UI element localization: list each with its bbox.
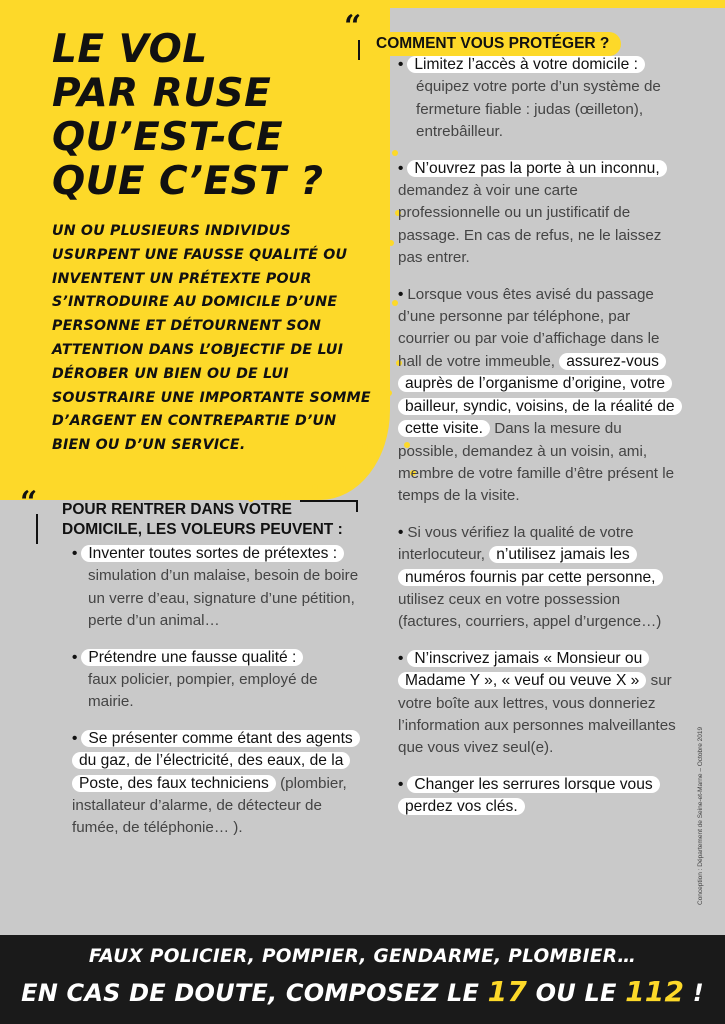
bullet-text: utilisez ceux en votre possession (factures, courriers, appel d’urgence…) — [398, 590, 662, 631]
list-item: • Lorsque vous êtes avisé du passage d’une personne par téléphone, par courrier ou par voie d’affichage dans le hall de votre immeuble, assurez-vous auprès de l’organisme d’origine, votre bailleur, syndic, voisins, de la réalité de cette visite. Dans la mesure du possible, demandez à un voisin, ami, membre de votre famille d’être présent le temps de la visite. — [398, 284, 683, 508]
title-line: LE VOL — [52, 27, 208, 72]
quote-mark-icon: “ — [20, 485, 38, 520]
bullet-highlight: N’inscrivez jamais « Monsieur ou Madame Y », « veuf ou veuve X » — [398, 650, 649, 689]
title-line: PAR RUSE — [52, 71, 272, 116]
bullet-text: faux policier, pompier, employé de mairie. — [88, 671, 318, 711]
protect-list — [398, 54, 683, 833]
bullet-highlight: Se présenter comme étant des agents du gaz, de l’électricité, des eaux, de la Poste, des faux techniciens — [72, 730, 360, 792]
list-item: • N’ouvrez pas la porte à un inconnu, demandez à voir une carte professionnelle ou un justificatif de passage. En cas de refus, ne le laissez pas entrer. — [398, 158, 683, 270]
list-item: • Se présenter comme étant des agents du gaz, de l’électricité, des eaux, de la Poste, des faux techniciens (plombier, installateur d’alarme, de détecteur de fumée, de téléphonie… ). — [72, 728, 362, 840]
bullet-highlight: assurez-vous auprès de l’organisme d’origine, votre bailleur, syndic, voisins, de la réalité de cette visite. — [398, 353, 682, 437]
bullet-text: sur votre boîte aux lettres, vous donneriez l’information aux personnes malveillantes que vous vivez seul(e). — [398, 672, 676, 757]
footer-line-1: FAUX POLICIER, POMPIER, GENDARME, PLOMBIER… — [88, 946, 637, 967]
footer-text: OU LE — [535, 979, 617, 1007]
bullet-text: simulation d’un malaise, besoin de boire un verre d’eau, signature d’une pétition, perte d’un animal… — [88, 567, 359, 630]
list-item: • Changer les serrures lorsque vous perdez vos clés. — [398, 774, 683, 819]
bullet-pre-text: Si vous vérifiez la qualité de votre interlocuteur, — [398, 523, 634, 564]
quote-mark-icon: “ — [344, 9, 362, 44]
enter-header: POUR RENTRER DANS VOTRE DOMICILE, LES VOLEURS PEUVENT : — [62, 501, 343, 538]
footer-line-2 — [0, 975, 725, 1008]
emergency-number-17: 17 — [487, 975, 528, 1008]
title-line: QU’EST-CE — [52, 115, 284, 160]
bullet-highlight: Changer les serrures lorsque vous perdez vos clés. — [398, 776, 660, 815]
footer-text: EN CAS DE DOUTE, COMPOSEZ LE — [21, 979, 480, 1007]
definition-text: UN OU PLUSIEURS INDIVIDUS USURPENT UNE FAUSSE QUALITÉ OU INVENTENT UN PRÉTEXTE POUR S’INTRODUIRE AU DOMICILE D’UNE PERSONNE ET DÉTOURNENT SON ATTENTION DANS L’OBJECTIF DE LUI DÉROBER UN BIEN OU DE LUI SOUSTRAIRE UNE IMPORTANTE SOMME D’ARGENT EN CONTREPARTIE D’UN BIEN OU D’UN SERVICE. — [52, 223, 371, 454]
bullet-text: demandez à voir une carte professionnelle ou un justificatif de passage. En cas de refus, ne le laissez pas entrer. — [398, 182, 662, 267]
emergency-number-112: 112 — [625, 975, 685, 1008]
bracket-line — [358, 40, 372, 60]
bullet-highlight: N’ouvrez pas la porte à un inconnu, — [407, 160, 666, 177]
footer-banner — [0, 935, 725, 1024]
bullet-highlight: Inventer toutes sortes de prétextes : — [81, 545, 344, 562]
bullet-text: (plombier, installateur d’alarme, de détecteur de fumée, de téléphonie… ). — [72, 774, 347, 837]
bullet-text: équipez votre porte d’un système de fermeture fiable : judas (œilleton), entrebâilleur. — [416, 78, 661, 141]
bullet-highlight: Limitez l’accès à votre domicile : — [407, 56, 645, 73]
bullet-highlight: Prétendre une fausse qualité : — [81, 649, 303, 666]
footer-text: ! — [692, 979, 704, 1007]
list-item: • Inventer toutes sortes de prétextes : simulation d’un malaise, besoin de boire un verre d’eau, signature d’une pétition, perte d’un animal… — [72, 543, 362, 633]
list-item: • N’inscrivez jamais « Monsieur ou Madame Y », « veuf ou veuve X » sur votre boîte aux lettres, vous donneriez l’information aux personnes malveillantes que vous vivez seul(e). — [398, 649, 676, 757]
main-title — [52, 28, 372, 204]
bullet-highlight: n’utilisez jamais les numéros fournis par cette personne, — [398, 546, 663, 585]
list-item: • Si vous vérifiez la qualité de votre interlocuteur, n’utilisez jamais les numéros fournis par cette personne, utilisez ceux en votre possession (factures, courriers, appel d’urgence…) — [398, 523, 662, 631]
enter-list — [72, 543, 362, 854]
list-item: • Limitez l’accès à votre domicile : équipez votre porte d’un système de fermeture fiable : judas (œilleton), entrebâilleur. — [398, 54, 683, 144]
bracket-line — [36, 514, 50, 544]
bullet-text: Dans la mesure du possible, demandez à un voisin, ami, membre de votre famille d’être présent le temps de la visite. — [398, 420, 675, 505]
bullet-pre-text: Lorsque vous êtes avisé du passage d’une personne par téléphone, par courrier ou par voie d’affichage dans le hall de votre immeuble, — [398, 285, 660, 370]
title-line: QUE C’EST ? — [52, 159, 324, 204]
list-item: • Prétendre une fausse qualité : faux policier, pompier, employé de mairie. — [72, 647, 362, 714]
credit-text: Conception : Département de Seine-et-Marne – Octobre 2019 — [697, 726, 704, 905]
protect-header: COMMENT VOUS PROTÉGER ? — [372, 32, 621, 56]
